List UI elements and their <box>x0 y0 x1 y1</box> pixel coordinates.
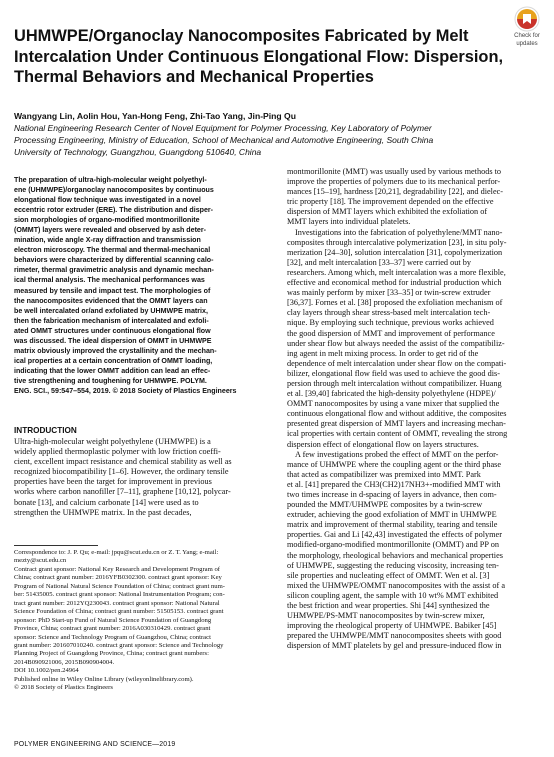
body-line: continuous elongational flow and without additive, the composites <box>287 409 507 419</box>
intro-line: bonate [13], and calcium carbonate [14] were used as to <box>14 497 199 507</box>
body-line: effective and economical method for industrial production which <box>287 278 502 288</box>
body-line: persion through melt intercalation without compatibilizer. Huang <box>287 378 502 388</box>
body-line: ical properties with certain content of OMMT, revealing the strong <box>287 429 508 439</box>
footnote-line: sponsor: Science and Technology Program of Guangzhou, China; contract <box>14 633 211 641</box>
body-line: [36,37]. Fornes et al. [38] proposed the exfoliation mechanism of <box>287 298 503 308</box>
body-line: dependence of melt intercalation under shear flow on the compati- <box>287 358 507 368</box>
abstract-line: was discussed. The ideal dispersion of OMMT in UHMWPE <box>14 336 212 345</box>
body-line: nique. By employing such technique, previous works achieved <box>287 318 494 328</box>
abstract-line: ical thermal analysis. The mechanical performances was <box>14 276 205 285</box>
abstract-line: then the fabrication mechanism of intercalated and exfoli- <box>14 316 209 325</box>
affiliation-line: Processing Engineering, Ministry of Education, School of Mechanical and Automotive Engineering, South China <box>14 135 434 146</box>
footnote-line: Correspondence to: J. P. Qu; e-mail: jpqu@scut.edu.cn or Z. T. Yang; e-mail: <box>14 549 219 556</box>
footnote-line: Science Foundation of China; contract grant number: 51505153. contract grant <box>14 608 224 616</box>
footnote-line: 2014B090921006, 2015B090904004. <box>14 658 115 666</box>
body-line: under shear flow but always needed the assist of the compatibiliz- <box>287 338 505 348</box>
body-line: pounded the MMT/UHMWPE composites by a twin-screw <box>287 500 483 510</box>
intro-line: cient, excellent impact resistance and chemical stability as well as <box>14 457 232 467</box>
body-line: properties. Gai and Li [42,43] investigated the effects of polymer <box>287 530 502 540</box>
title-line: UHMWPE/Organoclay Nanocomposites Fabricated by Melt <box>14 27 469 45</box>
body-line: silicon coupling agent, the sample with 10 wt% MMT exhibited <box>287 590 499 600</box>
body-line: of UHMWPE, suggesting the reducing viscosity, increasing ten- <box>287 560 499 570</box>
journal-footer: POLYMER ENGINEERING AND SCIENCE—2019 <box>14 741 176 748</box>
body-line: montmorillonite (MMT) was usually used by various methods to <box>287 167 502 176</box>
abstract-line: sion morphologies of organo-modified montmorillonite <box>14 216 200 225</box>
footnote-line: tract grant number: 2012YQ230043. contract grant sponsor: National Natural <box>14 599 220 607</box>
abstract-line: rimeter, thermal gravimetric analysis and dynamic mechan- <box>14 266 214 275</box>
body-line: the good dispersion of MMT and improvement of performance <box>287 328 495 338</box>
abstract-line: The preparation of ultra-high-molecular weight polyethyl- <box>14 176 207 184</box>
footnote-line: Planning Project of Guangdong Province, China; contract grant numbers: <box>14 650 209 658</box>
paper-title <box>14 26 504 88</box>
body-line: [32], and melt intercalation [33–37] were carried out by <box>287 257 471 267</box>
body-line: A few investigations probed the effect of MMT on the perfor- <box>295 449 499 459</box>
body-line: the morphology, rheological behaviors and mechanical properties <box>287 550 503 560</box>
body-line: mances [15–19], hardness [20,21], degradability [22], and dielec- <box>287 187 504 197</box>
body-line: the best friction and wear properties. Shi [44] synthesized the <box>287 601 490 611</box>
intro-line: Ultra-high-molecular weight polyethylene (UHMWPE) is a <box>14 437 211 446</box>
footnote-line: China; contract grant number: 2016YFB0302300. contract grant sponsor: Key <box>14 574 222 582</box>
intro-line: properties have been the target for improvement in previous <box>14 477 212 487</box>
abstract-line: eccentric rotor extruder (ERE). The distribution and disper- <box>14 206 214 215</box>
body-line: Investigations into the fabrication of polyethylene/MMT nano- <box>295 227 503 237</box>
body-line: dispersion of MMT platelets by gel and pressure-induced flow in <box>287 641 502 651</box>
abstract-line: mination, wide angle X-ray diffraction and transmission <box>14 236 201 245</box>
intro-paragraph <box>14 437 232 518</box>
affiliation-line: National Engineering Research Center of Novel Equipment for Polymer Processing, Key Laboratory of Polymer <box>14 123 432 133</box>
abstract-line: be well intercalated or/and exfoliated by UHMWPE matrix, <box>14 306 208 315</box>
right-column-body <box>287 167 507 652</box>
body-line: OMMT nanocomposites by using a vane mixer that supplied the <box>287 399 500 409</box>
intro-line: recognized biocompatibility [1–6]. However, the ordinary tensile <box>14 467 229 477</box>
body-line: prepared the UHMWPE/MMT nanocomposites sheets with good <box>287 631 502 641</box>
abstract-line: matrix obviously improved the crystallinity and the mechan- <box>14 346 217 355</box>
footnote-divider <box>14 545 98 546</box>
footnote-line: grant number: 201607010240. contract grant sponsor: Science and Technology <box>14 641 224 649</box>
footnote-line: mezty@scut.edu.cn <box>14 557 67 565</box>
body-line: clay layers through shear stress-based melt intercalation tech- <box>287 308 491 318</box>
body-line: modified-organo-modified montmorillonite (OMMT) and PP on <box>287 540 499 550</box>
body-line: dispersion effect of elongational flow on layers structures. <box>287 439 479 449</box>
affiliation-line: University of Technology, Guangzhou, Guangdong 510640, China <box>14 147 262 158</box>
affiliation <box>14 122 433 159</box>
intro-line: works where carbon nanofiller [7–11], graphene [10,12], polycar- <box>14 487 231 497</box>
abstract-line: ene (UHMWPE)/organoclay nanocomposites by continuous <box>14 186 214 195</box>
body-line: that acted as compatibilizer was premixed into MMT. Park <box>287 469 481 479</box>
body-line: tric property [18]. The improvement depended on the effective <box>287 197 494 207</box>
author-list: Wangyang Lin, Aolin Hou, Yan-Hong Feng, Zhi-Tao Yang, Jin-Ping Qu <box>14 111 296 121</box>
body-line: two times increase in d-spacing of layers in advance, then com- <box>287 490 497 499</box>
title-line: Thermal Behaviors and Mechanical Properties <box>14 68 374 86</box>
abstract-line: (OMMT) layers were revealed and observed by ash deter- <box>14 226 206 235</box>
abstract-line: ical properties at a certain concentration of OMMT loading, <box>14 356 213 365</box>
body-line: MMT layers into individual platelets. <box>287 217 411 227</box>
body-line: was mainly perform by mixer [33–35] or twin-screw extruder <box>287 288 491 298</box>
body-line: et al. [41] prepared the CH3(CH2)17NH3+-modified MMT with <box>287 479 501 489</box>
intro-heading: INTRODUCTION <box>14 426 77 435</box>
body-line: presented great dispersion of MMT layers and increasing mechan- <box>287 419 506 429</box>
body-line: mixed the UHMWPE/OMMT nanocomposites with the assist of a <box>287 580 505 590</box>
body-line: sile properties and nucleating effect of OMMT. Wen et al. [3] <box>287 570 490 580</box>
body-line: researchers. Among which, melt intercalation was a more flexible, <box>287 267 506 277</box>
check-for-updates-icon <box>514 6 540 32</box>
body-line: improve the properties of polymers due to its mechanical perfor- <box>287 177 501 187</box>
footnote-line: Province, China; contract grant number: 2016A030310429. contract grant <box>14 625 211 633</box>
body-line: ing agent in melt mixing process. In order to get rid of the <box>287 348 479 358</box>
badge-label-line2: updates <box>516 40 538 47</box>
body-line: et al. [39,40] fabricated the high-density polyethylene (HDPE)/ <box>287 389 496 399</box>
footnote-line: © 2018 Society of Plastics Engineers <box>14 684 113 692</box>
badge-label-line1: Check for <box>514 33 540 39</box>
body-line: extruder, achieving the good exfoliation of MMT in UHMWPE <box>287 510 497 520</box>
abstract-line: electron microscopy. The thermal and thermal-mechanical <box>14 246 211 255</box>
intro-line: widely applied thermoplastic polymer with low friction coeffi- <box>14 447 221 457</box>
body-line: bilizer, elongational flow field was used to achieve the good dis- <box>287 368 500 378</box>
body-line: UHMWPE/PS-MMT nanocomposites by twin-screw mixer, <box>287 611 485 621</box>
footnote-line: sponsor: PhD Start-up Fund of Natural Science Foundation of Guangdong <box>14 616 212 624</box>
footnote-line: DOI 10.1002/pen.24964 <box>14 667 79 675</box>
abstract-line: ated OMMT structures under continuous elongational flow <box>14 326 211 335</box>
check-for-updates-badge[interactable] <box>506 6 548 50</box>
footnote-line: Published online in Wiley Online Library (wileyonlinelibrary.com). <box>14 675 194 683</box>
abstract-line: tive strengthening and toughening for UHMWPE. POLYM. <box>14 376 207 385</box>
abstract-line: the nanocomposites evidenced that the OMMT layers can <box>14 296 208 305</box>
body-line: improving the rheological property of UHMWPE. Babiker [45] <box>287 621 497 631</box>
correspondence-footnote <box>14 549 225 693</box>
abstract-line: behaviors were characterized by differential scanning calo- <box>14 256 214 265</box>
body-line: merization [24–30], solution intercalation [31], copolymerization <box>287 247 503 257</box>
footnote-line: Contract grant sponsor: National Key Research and Development Program of <box>14 565 220 573</box>
abstract-line: ENG. SCI., 59:547–554, 2019. © 2018 Society of Plastics Engineers <box>14 386 237 395</box>
footnote-line: Program of National Natural Science Foundation of China; contract grant num- <box>14 582 225 590</box>
body-line: composites through intercalative polymerization [23], in situ poly- <box>287 237 507 247</box>
intro-line: strengthen the UHMWPE matrix. In the past decades, <box>14 507 192 517</box>
abstract-line: indicating that the lower OMMT addition can lead an effec- <box>14 366 211 375</box>
body-line: matrix and improvement of thermal stability, tearing and tensile <box>287 520 498 530</box>
body-line: mance of UHMWPE where the coupling agent or the third phase <box>287 459 501 469</box>
body-line: dispersion of MMT layers which exhibited the exfoliation of <box>287 207 488 217</box>
abstract-line: measured by tensile and impact test. The morphologies of <box>14 286 211 295</box>
title-line: Intercalation Under Continuous Elongational Flow: Dispersion, <box>14 47 504 66</box>
abstract-line: elongational flow technique was investigated in a novel <box>14 196 201 205</box>
footnote-line: ber: 51435005. contract grant sponsor: National Instrumentation Program; con- <box>14 591 225 599</box>
abstract <box>14 175 237 396</box>
